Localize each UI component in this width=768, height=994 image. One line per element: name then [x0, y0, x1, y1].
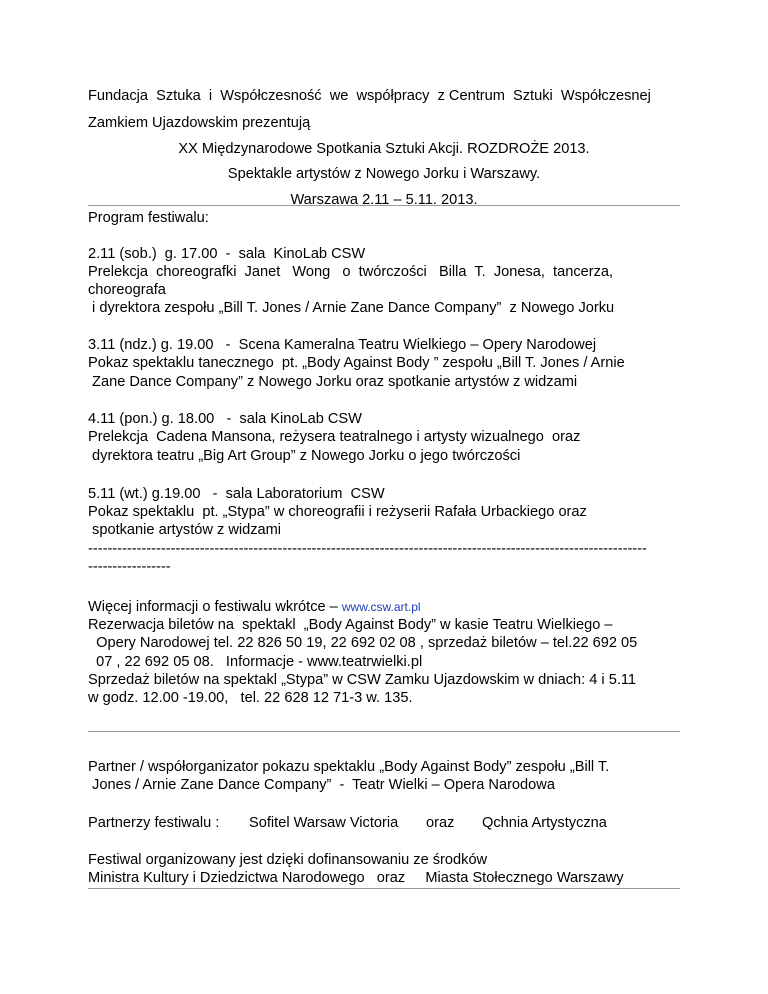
event-4-line-2: Pokaz spektaklu pt. „Stypa” w choreografii i reżyserii Rafała Urbackiego oraz [88, 504, 587, 520]
event-1-line-4: i dyrektora zespołu „Bill T. Jones / Arnie Zane Dance Company” z Nowego Jorku [88, 300, 615, 316]
dashed-separator-1: ------------------------------------------------------------------------------------------------------------------- [88, 541, 647, 557]
sponsor-sofitel: Sofitel Warsaw Victoria [249, 815, 399, 831]
partners-conjunction: oraz [426, 815, 455, 831]
event-3-line-3: dyrektora teatru „Big Art Group” z Nowego Jorku o jego twórczości [88, 448, 521, 464]
event-4-line-1: 5.11 (wt.) g.19.00 - sala Laboratorium CSW [88, 486, 385, 502]
csw-website-link[interactable]: www.csw.art.pl [341, 600, 421, 614]
event-2-line-2: Pokaz spektaklu tanecznego pt. „Body Against Body ” zespołu „Bill T. Jones / Arnie [88, 355, 625, 371]
event-3-line-2: Prelekcja Cadena Mansona, reżysera teatralnego i artysty wizualnego oraz [88, 429, 581, 445]
info-line-3: 07 , 22 692 05 08. Informacje - www.teatrwielki.pl [88, 654, 423, 670]
divider [88, 731, 680, 732]
event-3-line-1: 4.11 (pon.) g. 18.00 - sala KinoLab CSW [88, 411, 362, 427]
event-2-line-3: Zane Dance Company” z Nowego Jorku oraz spotkanie artystów z widzami [88, 374, 578, 390]
event-2-line-1: 3.11 (ndz.) g. 19.00 - Scena Kameralna Teatru Wielkiego – Opery Narodowej [88, 337, 597, 353]
funding-line-2: Ministra Kultury i Dziedzictwa Narodowego oraz Miasta Stołecznego Warszawy [88, 870, 624, 886]
more-info-text: Więcej informacji o festiwalu wkrótce – [88, 599, 342, 615]
more-info-line [88, 598, 421, 616]
event-1-line-3: choreografa [88, 282, 166, 298]
partner-line-2: Jones / Arnie Zane Dance Company” - Teatr Wielki – Opera Narodowa [88, 777, 555, 793]
divider [88, 888, 680, 889]
info-line-2: Opery Narodowej tel. 22 826 50 19, 22 692 02 08 , sprzedaż biletów – tel.22 692 05 [88, 635, 638, 651]
funding-line-1: Festiwal organizowany jest dzięki dofinansowaniu ze środków [88, 852, 488, 868]
divider [88, 205, 680, 206]
info-line-1: Rezerwacja biletów na spektakl „Body Against Body” w kasie Teatru Wielkiego – [88, 617, 613, 633]
festival-dates: Warszawa 2.11 – 5.11. 2013. [290, 192, 478, 208]
festival-subtitle: Spektakle artystów z Nowego Jorku i Warszawy. [227, 166, 541, 182]
event-4-line-3: spotkanie artystów z widzami [88, 522, 282, 538]
dashed-separator-2: ----------------- [88, 559, 171, 575]
intro-line-2: Zamkiem Ujazdowskim prezentują [88, 115, 311, 131]
intro-line-1: Fundacja Sztuka i Współczesność we współpracy z Centrum Sztuki Współczesnej [88, 88, 651, 104]
info-line-5: w godz. 12.00 -19.00, tel. 22 628 12 71-3 w. 135. [88, 690, 413, 706]
festival-title: XX Międzynarodowe Spotkania Sztuki Akcji. ROZDROŻE 2013. [178, 141, 590, 157]
event-1-line-1: 2.11 (sob.) g. 17.00 - sala KinoLab CSW [88, 246, 366, 262]
partner-line-1: Partner / współorganizator pokazu spektaklu „Body Against Body” zespołu „Bill T. [88, 759, 610, 775]
info-line-4: Sprzedaż biletów na spektakl „Stypa” w CSW Zamku Ujazdowskim w dniach: 4 i 5.11 [88, 672, 637, 688]
event-1-line-2: Prelekcja choreografki Janet Wong o twórczości Billa T. Jonesa, tancerza, [88, 264, 614, 280]
sponsor-qchnia: Qchnia Artystyczna [482, 815, 607, 831]
festival-partners-label: Partnerzy festiwalu : [88, 815, 220, 831]
program-heading: Program festiwalu: [88, 210, 209, 226]
